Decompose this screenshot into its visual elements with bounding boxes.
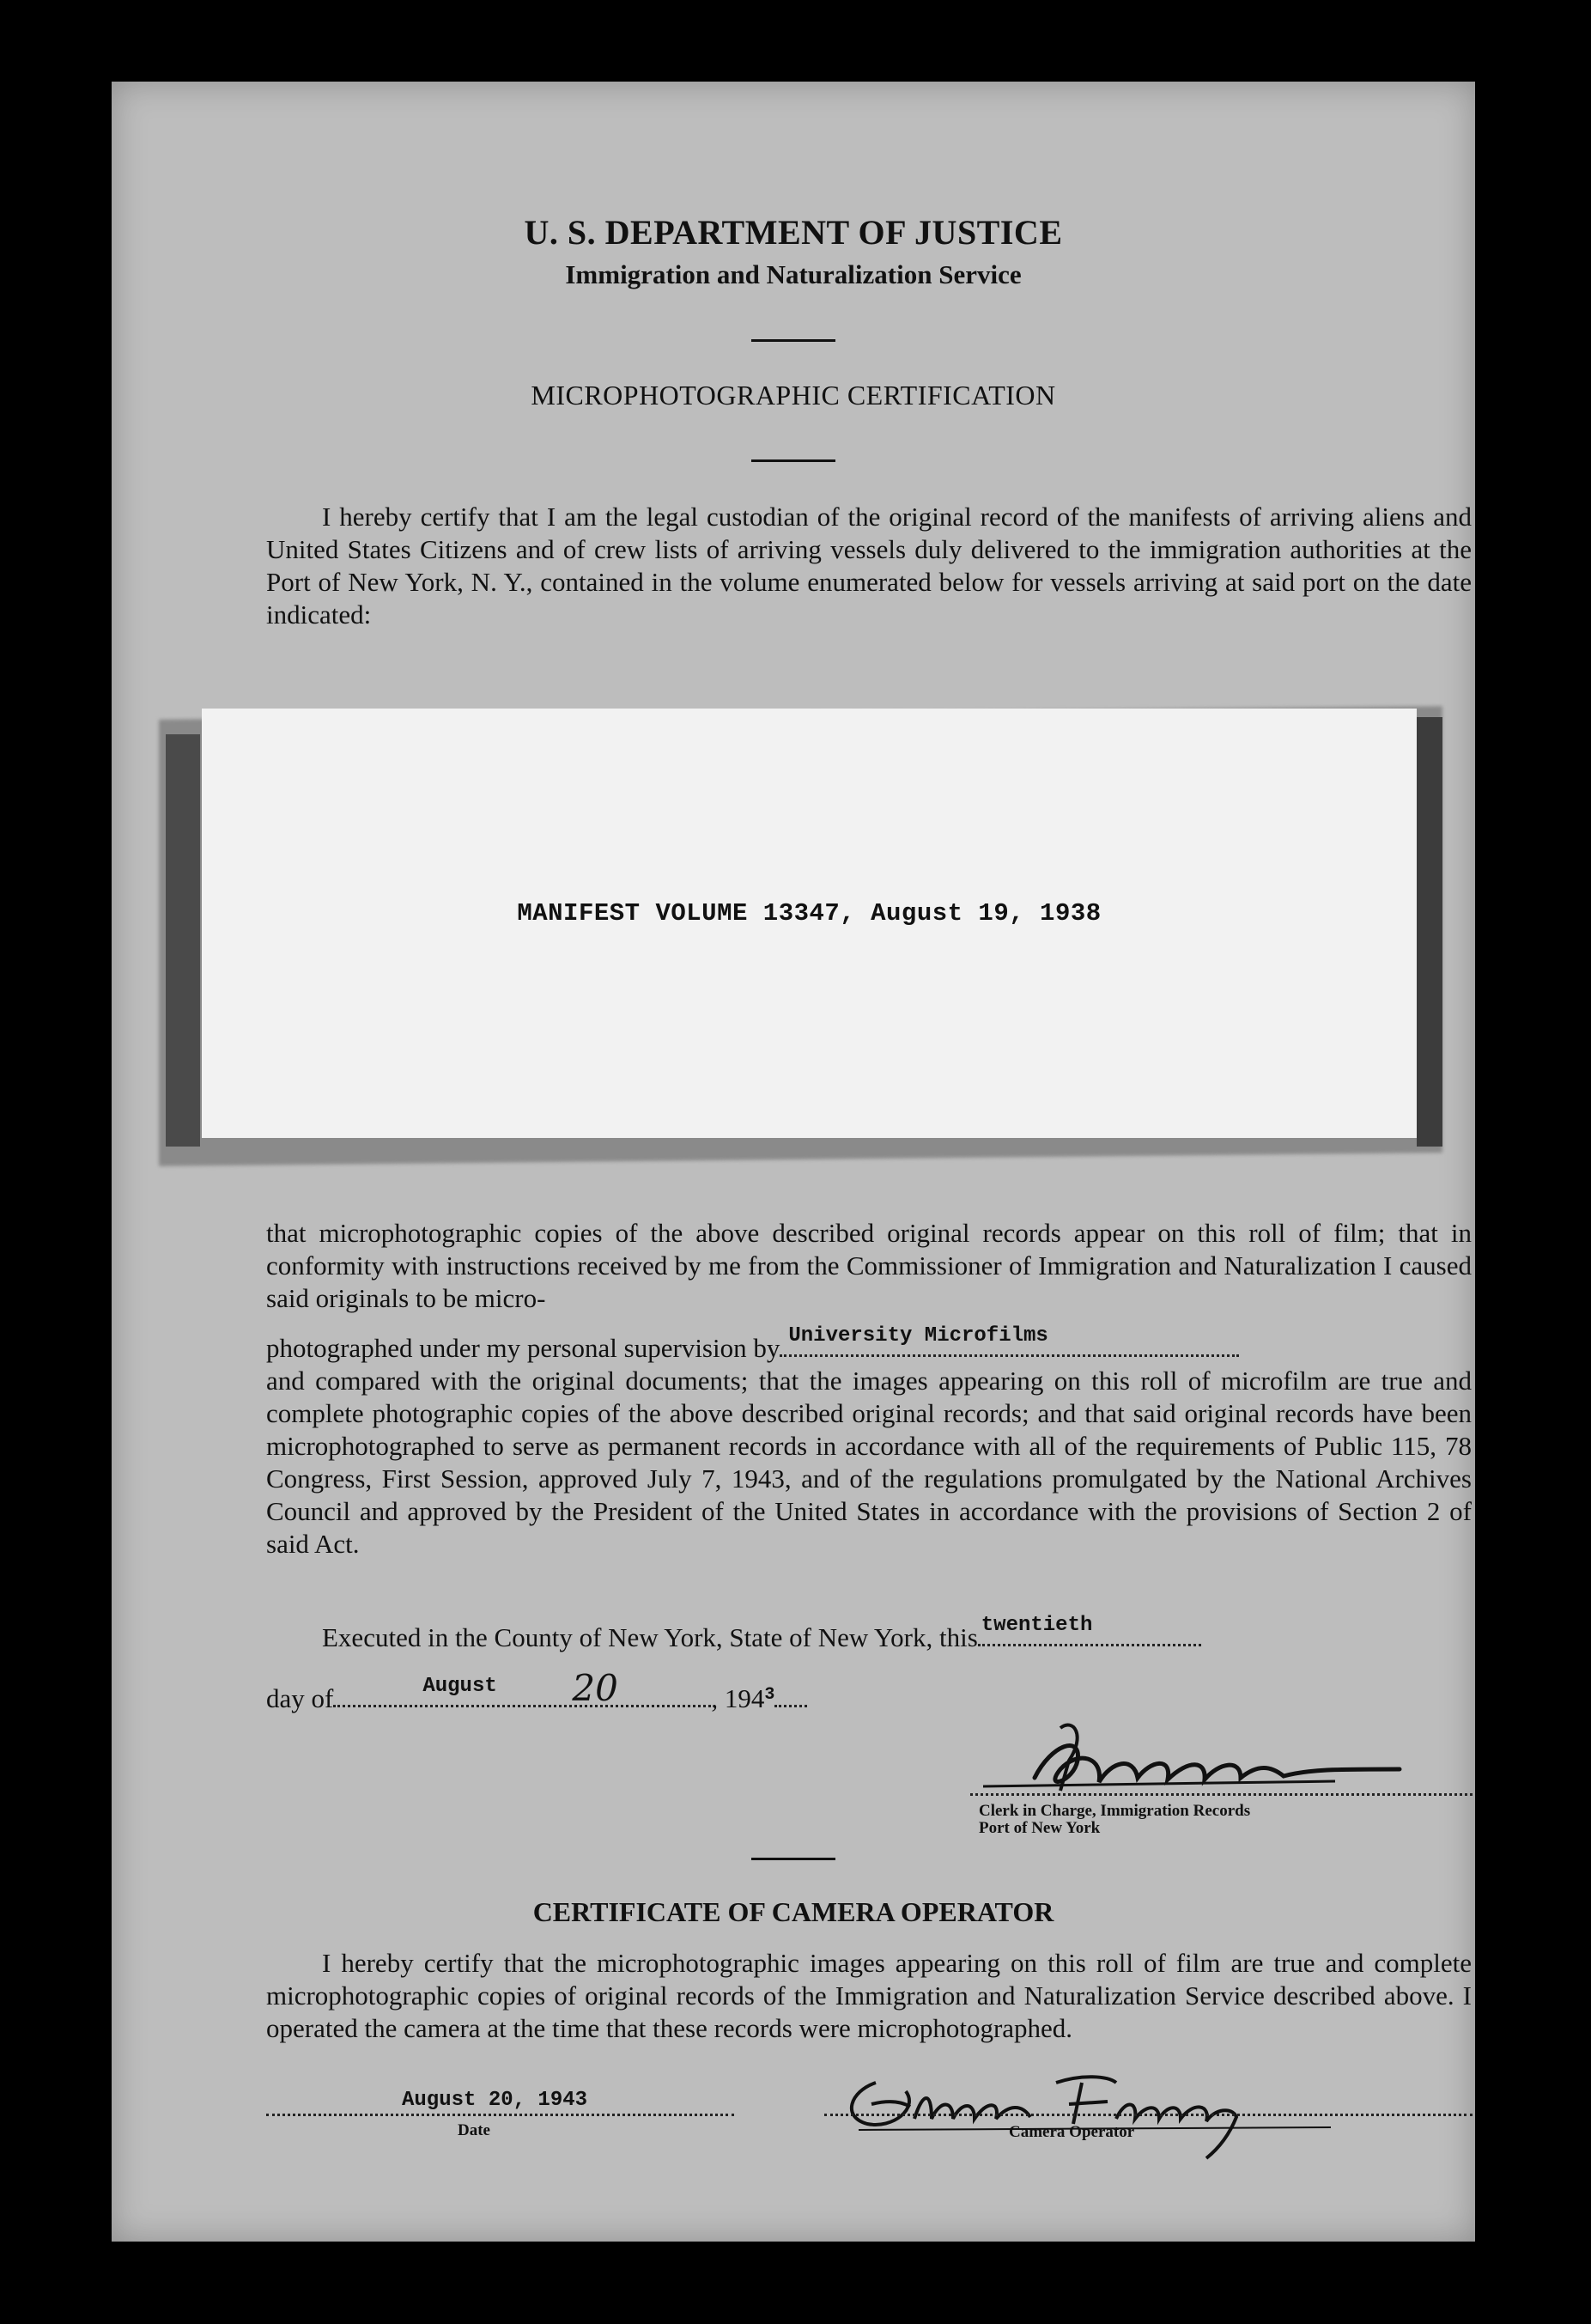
- manifest-volume-text: MANIFEST VOLUME 13347, August 19, 1938: [517, 899, 1102, 928]
- day-line: [978, 1614, 1201, 1646]
- operator-date-line: [266, 2089, 734, 2116]
- body-paragraph-1: [266, 1217, 1472, 1315]
- executed-row: [266, 1614, 1472, 1654]
- day-of-label: day of: [266, 1683, 334, 1713]
- supervisor-prefix: photographed under my personal supervision by: [266, 1333, 780, 1363]
- manifest-volume-card: [202, 709, 1417, 1138]
- camera-operator-label: Camera Operator: [1009, 2123, 1135, 2141]
- year-prefix: , 194: [711, 1683, 765, 1713]
- date-label: Date: [458, 2121, 490, 2139]
- month-line: [333, 1667, 711, 1709]
- year-line: [774, 1684, 807, 1707]
- supervisor-value: University Microfilms: [788, 1324, 1048, 1348]
- year-digit: 3: [764, 1685, 775, 1705]
- clerk-title-line2: Port of New York: [979, 1819, 1101, 1837]
- clerk-signature-line: [970, 1793, 1473, 1796]
- intro-text: I hereby certify that I am the legal custodian of the original record of the manifests of arriving aliens and United States Citizens and of crew lists of arriving vessels duly delivered to the immigration authorities at the Port of New York, N. Y., contained in the volume enumerated below for vessels arriving at said port on the date indicated:: [266, 502, 1472, 630]
- month-value: August: [422, 1675, 497, 1698]
- divider: [751, 1858, 835, 1860]
- camera-operator-signature: [824, 2057, 1425, 2160]
- body-line1: that microphotographic copies of the above described original records appear on this roll of film; that in conformity with instructions received by me from the Commissioner of Immigration and Naturalization I caused said originals to be micro-: [266, 1218, 1472, 1313]
- intro-paragraph: [266, 501, 1472, 631]
- certificate-sheet: [112, 82, 1475, 2242]
- supervisor-line: [780, 1324, 1239, 1357]
- body-paragraph-2: [266, 1365, 1472, 1560]
- service-subtitle: Immigration and Naturalization Service: [565, 259, 1022, 289]
- department-title: U. S. DEPARTMENT OF JUSTICE: [524, 213, 1063, 252]
- camera-operator-paragraph: [266, 1947, 1472, 2045]
- divider: [751, 459, 835, 462]
- divider: [751, 339, 835, 342]
- certification-title: MICROPHOTOGRAPHIC CERTIFICATION: [531, 380, 1056, 411]
- operator-date-value: August 20, 1943: [402, 2089, 588, 2112]
- operator-signature-line: [824, 2114, 1473, 2116]
- handwritten-day: 20: [572, 1667, 618, 1709]
- executed-prefix: Executed in the County of New York, State of New York, this: [322, 1622, 978, 1652]
- body-line3: and compared with the original documents; that the images appearing on this roll of microfilm are true and complete photographic copies of the above described original records; and that said original records have been microphotographed to serve as permanent records in accordance with all of the requirements of Public 115, 78 Congress, First Session, approved July 7, 1943, and of the regulations promulgated by the National Archives Council and approved by the President of the United States in accordance with the provisions of Section 2 of said Act.: [266, 1366, 1472, 1559]
- camera-operator-heading: CERTIFICATE OF CAMERA OPERATOR: [532, 1896, 1054, 1927]
- card-edge-left: [166, 734, 200, 1147]
- supervisor-row: [266, 1324, 1472, 1365]
- camera-operator-text: I hereby certify that the microphotographic images appearing on this roll of film are true and complete microphotographic copies of original records of the Immigration and Naturalization Service described above. I operated the camera at the time that these records were microphotographed.: [266, 1948, 1472, 2043]
- day-word: twentieth: [981, 1614, 1093, 1637]
- card-edge-right: [1417, 717, 1442, 1147]
- clerk-title-line1: Clerk in Charge, Immigration Records: [979, 1802, 1251, 1820]
